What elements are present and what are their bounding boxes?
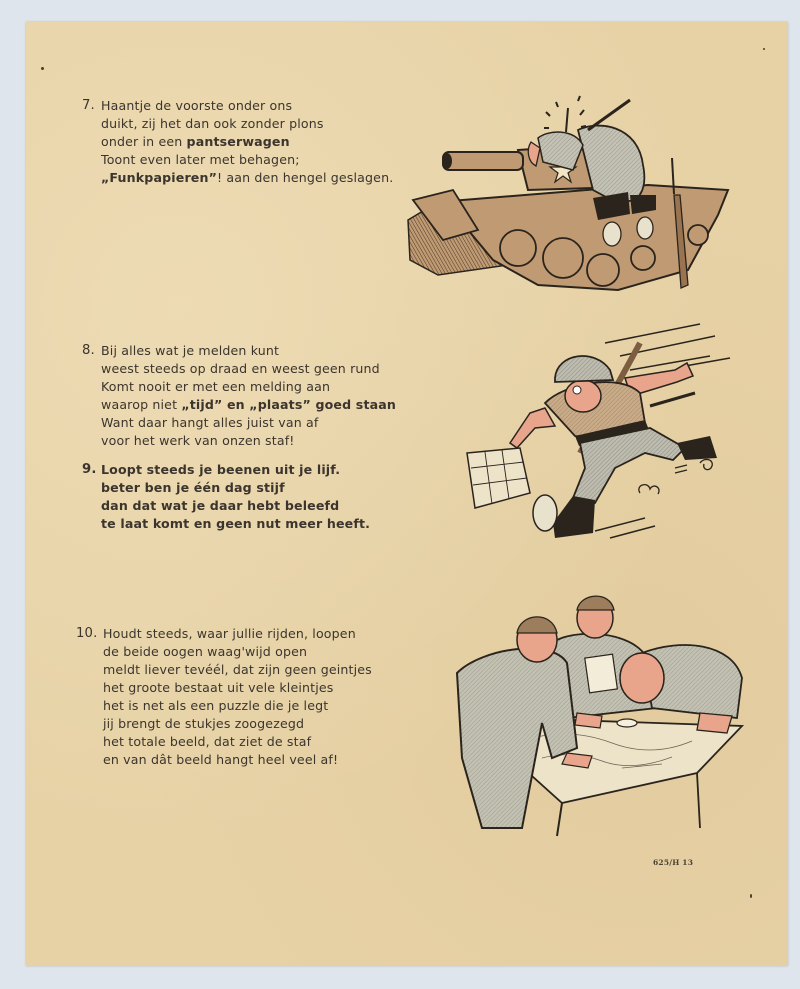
map-icon <box>467 448 530 508</box>
bold-text-span: dan dat wat je daar hebt beleefd <box>101 498 340 513</box>
bold-text-span: te laat komt en geen nut meer heeft. <box>101 516 371 531</box>
text-span: de beide oogen waag'wijd open <box>103 644 308 659</box>
verse-line <box>103 661 372 679</box>
magnifier-icon <box>617 719 637 727</box>
verse-line <box>101 133 393 151</box>
catalog-number: 625/H 13 <box>653 858 694 867</box>
verse-line <box>103 643 372 661</box>
verse-line <box>101 378 396 396</box>
bold-text-span: beter ben je één dag stijf <box>101 480 285 495</box>
tank-soldier-illustration <box>398 90 738 300</box>
helmet-icon <box>555 356 613 382</box>
verse-8 <box>82 342 396 450</box>
verse-line <box>103 697 372 715</box>
verse-line <box>101 115 393 133</box>
paper-speck <box>750 894 752 898</box>
verse-line <box>101 342 396 360</box>
verse-line <box>101 414 396 432</box>
running-messenger-illustration <box>445 318 735 553</box>
verse-number: 10. <box>76 626 98 641</box>
text-span: het is net als een puzzle die je legt <box>103 698 329 713</box>
text-span: Komt nooit er met een melding aan <box>101 379 331 394</box>
verse-line <box>103 733 372 751</box>
verse-line <box>101 97 393 115</box>
verse-number: 7. <box>82 98 95 113</box>
verse-number: 8. <box>82 343 95 358</box>
verse-line <box>101 515 370 533</box>
verse-line <box>101 479 370 497</box>
verse-line <box>101 169 393 187</box>
bold-text-span: „tijd” en „plaats” goed staan <box>181 397 397 412</box>
text-span: en van dât beeld hangt heel veel af! <box>103 752 339 767</box>
verse-line <box>101 497 370 515</box>
text-span: voor het werk van onzen staf! <box>101 433 295 448</box>
text-span: weest steeds op draad en weest geen rund <box>101 361 380 376</box>
text-span: Houdt steeds, waar jullie rijden, loopen <box>103 626 356 641</box>
text-span: ! aan den hengel geslagen. <box>217 170 394 185</box>
verse-line <box>101 360 396 378</box>
text-span: Want daar hangt alles juist van af <box>101 415 319 430</box>
text-span: meldt liever tevéél, dat zijn geen geintjes <box>103 662 372 677</box>
verse-line <box>101 461 370 479</box>
verse-line <box>103 679 372 697</box>
paper-speck <box>763 48 765 50</box>
verse-line <box>103 625 372 643</box>
text-span: het totale beeld, dat ziet de staf <box>103 734 312 749</box>
verse-number: 9. <box>82 462 97 477</box>
bold-text-span: pantserwagen <box>186 134 290 149</box>
text-span: Toont even later met behagen; <box>101 152 300 167</box>
officers-map-table-illustration <box>442 588 760 838</box>
verse-line <box>103 751 372 769</box>
paper-speck <box>41 67 44 70</box>
verse-7 <box>82 97 393 187</box>
text-span: Bij alles wat je melden kunt <box>101 343 280 358</box>
bold-text-span: „Funkpapieren” <box>101 170 218 185</box>
verse-line <box>101 151 393 169</box>
verse-10 <box>76 625 372 769</box>
text-span: het groote bestaat uit vele kleintjes <box>103 680 334 695</box>
text-span: jij brengt de stukjes zoogezegd <box>103 716 305 731</box>
verse-line <box>103 715 372 733</box>
verse-line <box>101 396 396 414</box>
verse-9 <box>82 461 370 533</box>
text-span: onder in een <box>101 134 187 149</box>
bold-text-span: Loopt steeds je beenen uit je lijf. <box>101 462 341 477</box>
text-span: Haantje de voorste onder ons <box>101 98 293 113</box>
text-span: duikt, zij het dan ook zonder plons <box>101 116 324 131</box>
text-span: waarop niet <box>101 397 182 412</box>
verse-line <box>101 432 396 450</box>
